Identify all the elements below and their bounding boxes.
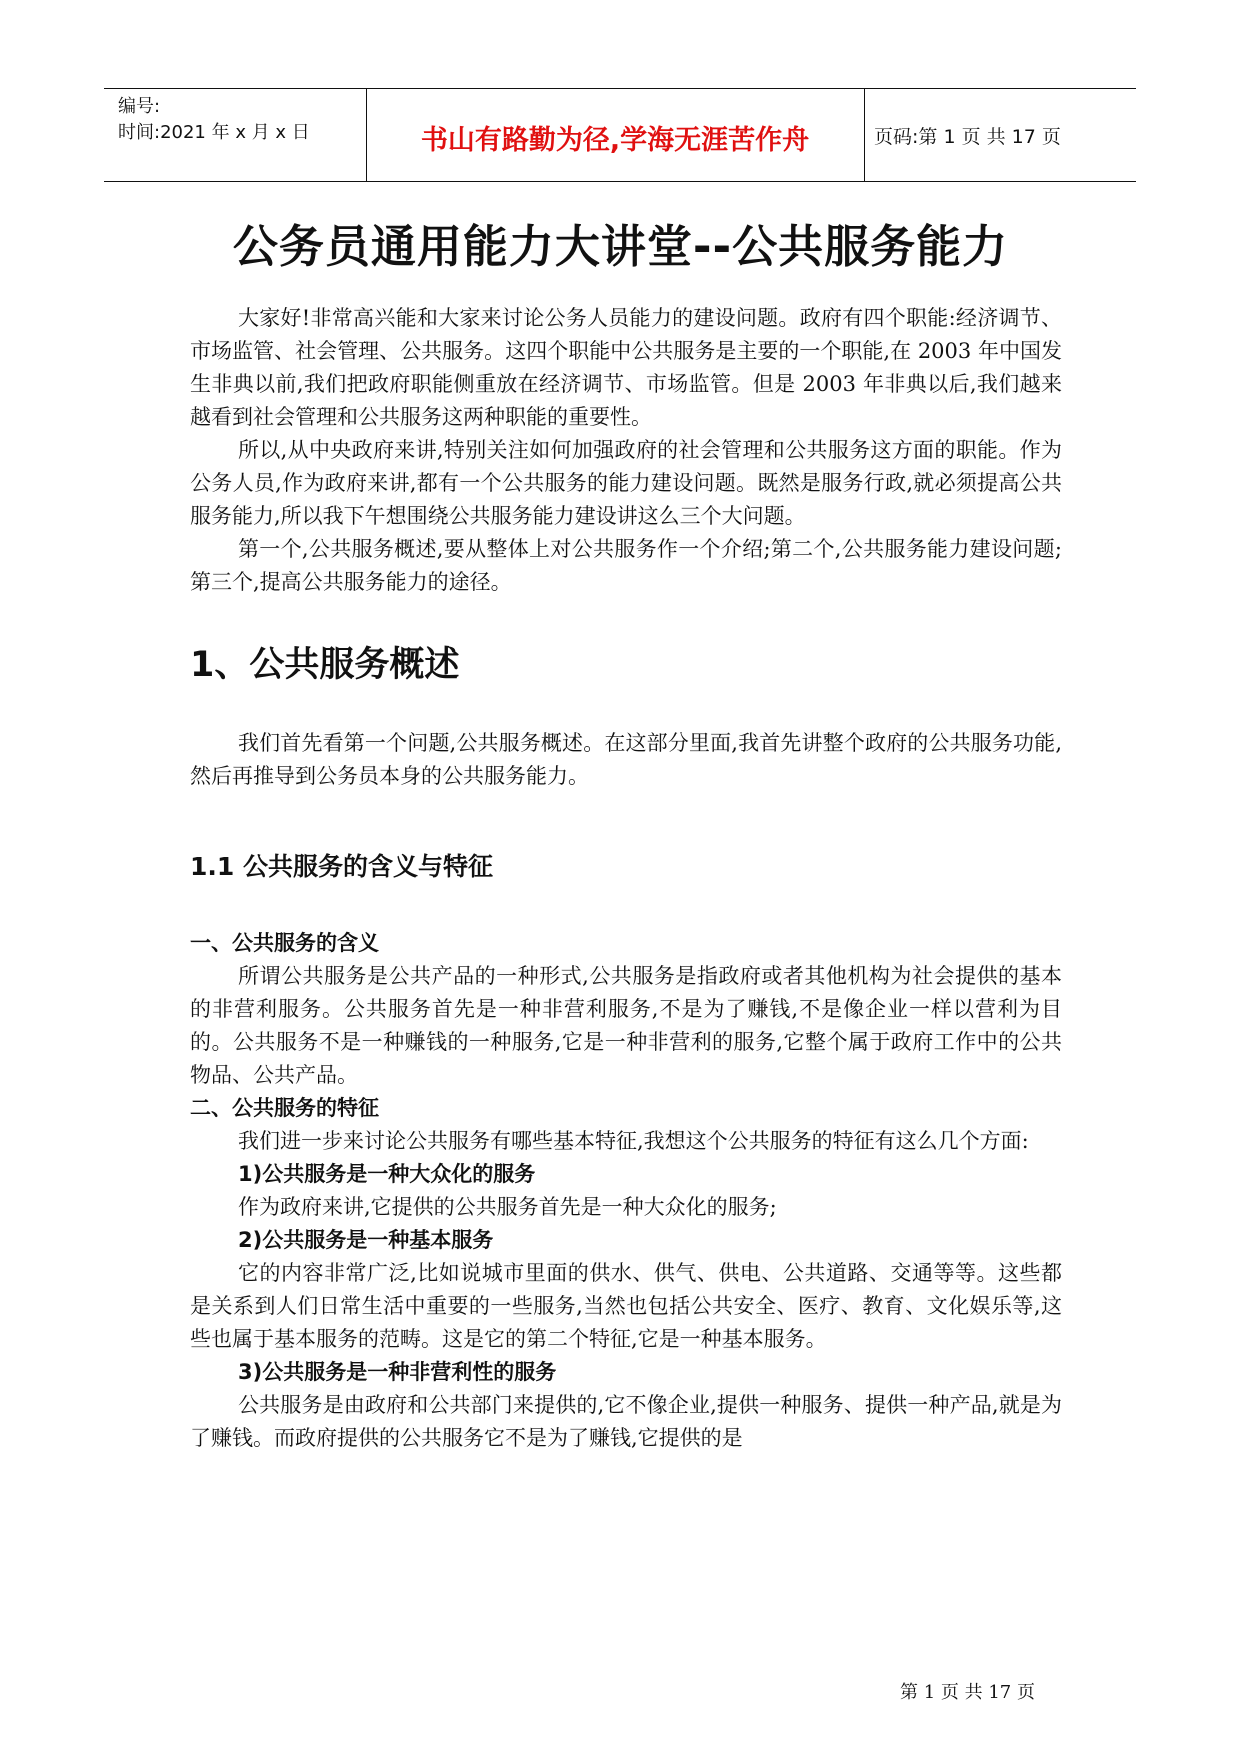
feature-3-heading: 3)公共服务是一种非营利性的服务: [238, 1360, 557, 1384]
document-header: [104, 88, 1136, 182]
header-divider-left: [366, 88, 367, 182]
header-bottom-rule: [104, 181, 1136, 182]
header-top-rule: [104, 88, 1136, 89]
intro-paragraph-3: 第一个,公共服务概述,要从整体上对公共服务作一个介绍;第二个,公共服务能力建设问题;第三个,提高公共服务能力的途径。: [190, 537, 1062, 594]
intro-paragraph-2: 所以,从中央政府来讲,特别关注如何加强政府的社会管理和公共服务这方面的职能。作为公务人员,作为政府来讲,都有一个公共服务的能力建设问题。既然是服务行政,就必须提高公共服务能力,所以我下午想围绕公共服务能力建设讲这么三个大问题。: [190, 438, 1062, 528]
subsection-features-paragraph: 我们进一步来讨论公共服务有哪些基本特征,我想这个公共服务的特征有这么几个方面:: [238, 1129, 1029, 1153]
section-1-heading: 1、公共服务概述: [190, 645, 460, 685]
feature-2-heading: 2)公共服务是一种基本服务: [238, 1228, 494, 1252]
subsection-meaning-heading: 一、公共服务的含义: [190, 931, 379, 955]
header-number-label: 编号:: [118, 96, 161, 117]
header-motto: 书山有路勤为径,学海无涯苦作舟: [420, 125, 810, 156]
header-divider-right: [864, 88, 865, 182]
header-page-info: 页码:第 1 页 共 17 页: [874, 126, 1061, 148]
feature-2-paragraph: 它的内容非常广泛,比如说城市里面的供水、供气、供电、公共道路、交通等等。这些都是关系到人们日常生活中重要的一些服务,当然也包括公共安全、医疗、教育、文化娱乐等,这些也属于基本服务的范畴。这是它的第二个特征,它是一种基本服务。: [190, 1261, 1062, 1351]
header-meta: [118, 94, 310, 146]
feature-3-paragraph: 公共服务是由政府和公共部门来提供的,它不像企业,提供一种服务、提供一种产品,就是为了赚钱。而政府提供的公共服务它不是为了赚钱,它提供的是: [190, 1393, 1062, 1450]
feature-1-paragraph: 作为政府来讲,它提供的公共服务首先是一种大众化的服务;: [238, 1195, 777, 1219]
header-time-label: 时间:2021 年 x 月 x 日: [118, 122, 310, 143]
intro-paragraph-1: 大家好!非常高兴能和大家来讨论公务人员能力的建设问题。政府有四个职能:经济调节、市场监管、社会管理、公共服务。这四个职能中公共服务是主要的一个职能,在 2003 年中国发生非典以前,我们把政府职能侧重放在经济调节、市场监管。但是 2003 年非典以后,我们越来越看到社会管理和公共服务这两种职能的重要性。: [190, 306, 1062, 429]
document-body: [190, 302, 1062, 1455]
section-1-1-heading: 1.1 公共服务的含义与特征: [190, 852, 493, 881]
subsection-features-heading: 二、公共服务的特征: [190, 1096, 379, 1120]
page-footer: 第 1 页 共 17 页: [900, 1682, 1035, 1703]
subsection-meaning-paragraph: 所谓公共服务是公共产品的一种形式,公共服务是指政府或者其他机构为社会提供的基本的非营利服务。公共服务首先是一种非营利服务,不是为了赚钱,不是像企业一样以营利为目的。公共服务不是一种赚钱的一种服务,它是一种非营利的服务,它整个属于政府工作中的公共物品、公共产品。: [190, 964, 1062, 1087]
feature-1-heading: 1)公共服务是一种大众化的服务: [238, 1162, 536, 1186]
section-1-paragraph: 我们首先看第一个问题,公共服务概述。在这部分里面,我首先讲整个政府的公共服务功能,然后再推导到公务员本身的公共服务能力。: [190, 731, 1062, 788]
document-title: 公务员通用能力大讲堂--公共服务能力: [232, 220, 1009, 273]
